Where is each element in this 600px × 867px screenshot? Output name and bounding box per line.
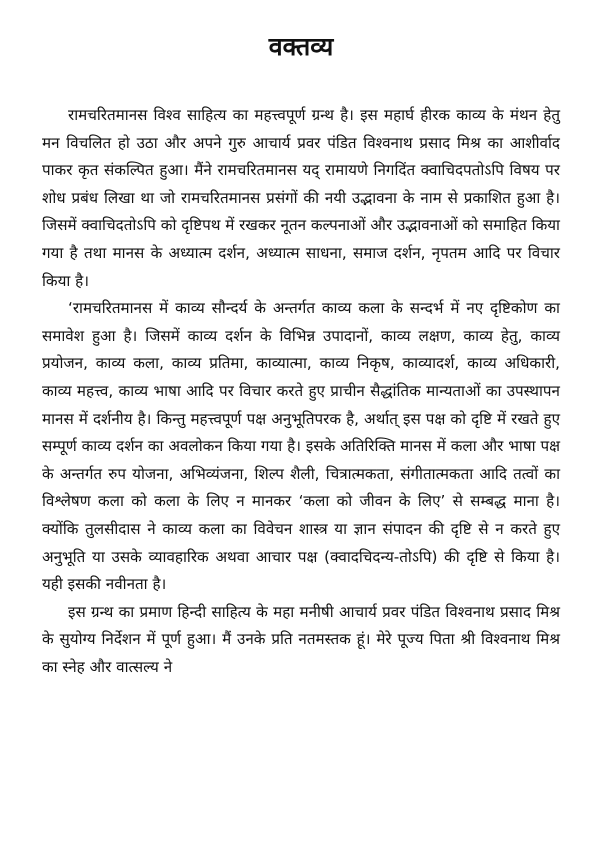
paragraph-2: ‘रामचरितमानस में काव्य सौन्दर्य के अन्तर्गत काव्य कला के सन्दर्भ में नए दृष्टिकोण का समावेश हुआ है। जिसमें काव्य दर्शन के विभिन्न उपादानों, काव्य लक्षण, काव्य हेतु, काव्य प्रयोजन, काव्य कला, काव्य प्रतिमा, काव्यात्मा, काव्य निकृष, काव्यादर्श, काव्य अधिकारी, काव्य महत्त्व, काव्य भाषा आदि पर विचार करते हुए प्राचीन सैद्धांतिक मान्यताओं का उपस्थापन मानस में दर्शनीय है। किन्तु महत्त्वपूर्ण पक्ष अनुभूतिपरक है, अर्थात् इस पक्ष को दृष्टि में रखते हुए सम्पूर्ण काव्य दर्शन का अवलोकन किया गया है। इसके अतिरिक्ति मानस में कला और भाषा पक्ष के अन्तर्गत रुप योजना, अभिव्यंजना, शिल्प शैली, चित्रात्मकता, संगीतात्मकता आदि तत्वों का विश्लेषण कला को कला के लिए न मानकर ‘कला को जीवन के लिए’ से सम्बद्ध माना है। क्योंकि तुलसीदास ने काव्य कला का विवेचन शास्त्र या ज्ञान संपादन की दृष्टि से न करते हुए अनुभूति या उसके व्यावहारिक अथवा आचार पक्ष (क्वादचिदन्य-तोऽपि) की दृष्टि से किया है। यही इसकी नवीनता है। <box>42 299 560 594</box>
paragraph-1: रामचरितमानस विश्व साहित्य का महत्त्वपूर्ण ग्रन्थ है। इस महार्घ हीरक काव्य के मंथन हेतु मन विचलित हो उठा और अपने गुरु आचार्य प्रवर पंडित विश्वनाथ प्रसाद मिश्र का आशीर्वाद पाकर कृत संकल्पित हुआ। मैंने रामचरितमानस यद् रामायणे निगदिंत क्वाचिदपतोऽपि विषय पर शोध प्रबंध लिखा था जो रामचरितमानस प्रसंगों की नयी उद्भावना के नाम से प्रकाशित हुआ है। जिसमें क्वाचिदतोऽपि को दृष्टिपथ में रखकर नूतन कल्पनाओं और उद्भावनाओं को समाहित किया गया है तथा मानस के अध्यात्म दर्शन, अध्यात्म साधना, समाज दर्शन, नृपतम आदि पर विचार किया है। <box>42 106 560 290</box>
paragraph-3: इस ग्रन्थ का प्रमाण हिन्दी साहित्य के महा मनीषी आचार्य प्रवर पंडित विश्वनाथ प्रसाद मिश्र के सुयोग्य निर्देशन में पूर्ण हुआ। मैं उनके प्रति नतमस्तक हूं। मेरे पूज्य पिता श्री विश्वनाथ मिश्र का स्नेह और वात्सल्य ने <box>42 602 560 676</box>
page-title: वक्तव्य <box>268 32 334 61</box>
